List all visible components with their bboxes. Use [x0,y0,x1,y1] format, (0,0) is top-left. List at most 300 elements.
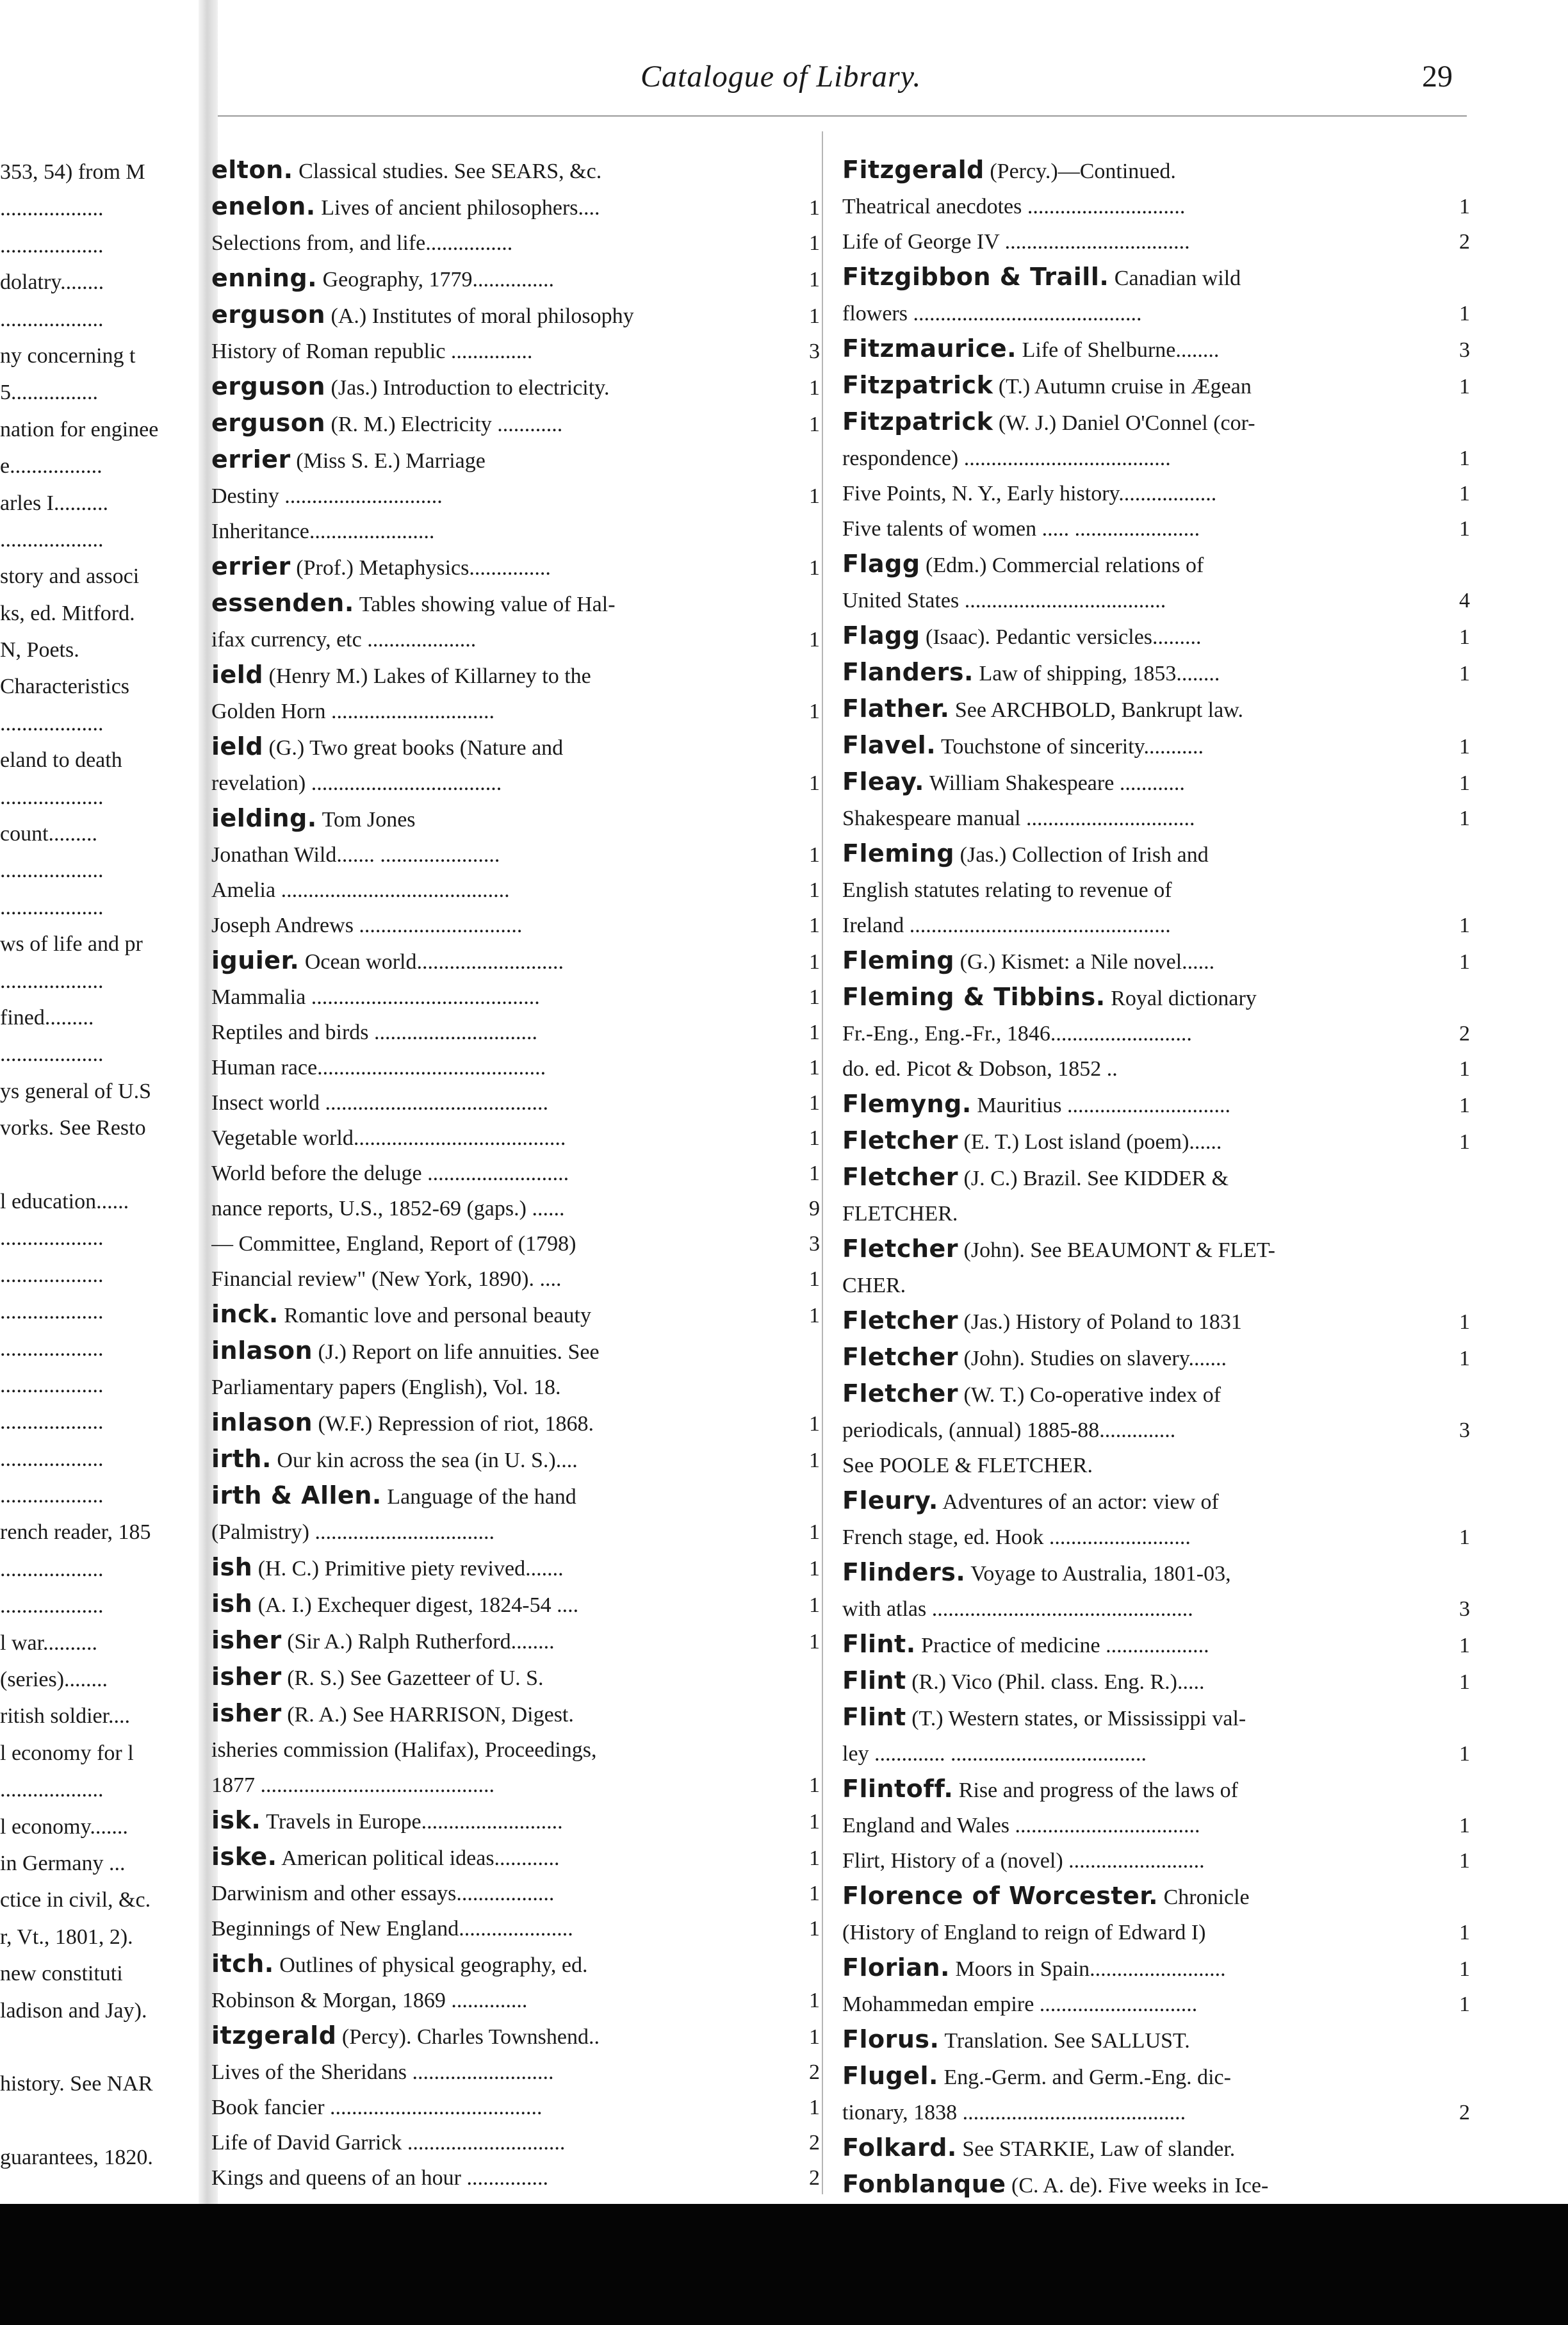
entry-text [842,1843,1432,1878]
catalogue-entry [211,586,820,622]
entry-title: Lives of ancient philosophers.... [321,196,600,220]
catalogue-entry [211,1333,820,1370]
strip-line: in Germany ... [0,1851,126,1875]
entry-title: Amelia .......................................... [211,878,510,902]
entry-title: (W. T.) Co-operative index of [963,1383,1221,1407]
volume-count: 1 [809,1449,820,1472]
catalogue-entry [842,331,1470,368]
catalogue-entry [842,2095,1470,2130]
strip-line: fined......... [0,1005,94,1030]
entry-text [842,1376,1432,1413]
catalogue-entry [842,2022,1470,2058]
entry-heading: Flint. [842,1630,916,1658]
entry-text [211,226,781,261]
volume-count: 1 [1459,375,1470,398]
entry-text [842,1915,1432,1950]
volume-count: 1 [809,1630,820,1654]
entry-heading: iske. [211,1843,277,1871]
catalogue-entry [211,479,820,514]
entry-heading: Folkard. [842,2133,957,2162]
strip-line: ................... [0,1447,104,1471]
header-rule [218,115,1467,117]
entry-heading: Flanders. [842,658,974,686]
entry-heading: Florus. [842,2025,940,2053]
catalogue-entry [211,1515,820,1550]
entry-heading: ielding. [211,804,317,832]
entry-text [842,2095,1432,2130]
catalogue-entry [842,836,1470,873]
entry-title: (T.) Autumn cruise in Ægean [998,375,1252,398]
catalogue-entry [211,694,820,729]
entry-heading: enning. [211,264,318,292]
entry-text [842,2058,1432,2095]
catalogue-entry [842,908,1470,943]
strip-line: ................... [0,895,104,919]
entry-heading: Flemyng. [842,1090,972,1118]
entry-heading: iguier. [211,946,300,974]
entry-title: (R. A.) See HARRISON, Digest. [287,1703,574,1727]
entry-title: Mohammedan empire ............................. [842,1992,1198,2016]
catalogue-entry [211,549,820,586]
entry-text [842,691,1432,728]
volume-count: 1 [1459,195,1470,218]
entry-text [211,1191,781,1226]
catalogue-entry [211,1946,820,1983]
volume-count: 1 [1459,735,1470,759]
catalogue-entry [842,1448,1470,1483]
entry-text [842,511,1432,546]
entry-heading: isher [211,1626,282,1654]
entry-text [211,837,781,873]
page-number: 29 [1422,60,1453,94]
entry-title: Inheritance....................... [211,520,435,543]
strip-line: ................... [0,1778,104,1802]
entry-title: Chronicle [1163,1885,1250,1909]
entry-text [211,1586,781,1623]
catalogue-entry [211,2055,820,2090]
entry-text [211,1015,781,1050]
entry-title: Life of Shelburne........ [1022,338,1220,362]
entry-title: William Shakespeare ............ [929,771,1185,795]
entry-text [211,549,781,586]
entry-text [211,1768,781,1803]
entry-title: Tom Jones [322,808,416,832]
volume-count: 1 [809,376,820,400]
catalogue-entry [842,764,1470,801]
entry-title: Life of George IV .................................. [842,230,1190,254]
entry-title: — Committee, England, Report of (1798) [211,1232,576,1256]
volume-count: 1 [809,700,820,723]
catalogue-entry [842,224,1470,259]
volume-count: 1 [809,413,820,436]
entry-text [842,368,1432,404]
catalogue-entry [211,1478,820,1515]
entry-title: Five Points, N. Y., Early history.................. [842,482,1217,505]
entry-title: (Jas.) Collection of Irish and [960,843,1209,867]
volume-count: 1 [1459,1130,1470,1154]
volume-count: 1 [1459,1670,1470,1694]
entry-heading: Flagg [842,550,920,578]
entry-text [842,1771,1432,1808]
strip-line: Characteristics [0,675,130,699]
entry-text [842,655,1432,691]
volume-count: 1 [809,1304,820,1327]
entry-title: Insect world ......................................... [211,1091,549,1115]
entry-title: Classical studies. See SEARS, &c. [298,160,602,183]
entry-title: (Isaac). Pedantic versicles......... [926,625,1202,649]
volume-count: 1 [809,231,820,255]
entry-heading: Fitzgerald [842,156,984,184]
entry-title: tionary, 1838 ......................................... [842,2101,1186,2124]
volume-count: 1 [1459,447,1470,470]
catalogue-entry [842,1231,1470,1268]
entry-text [211,2160,781,2196]
entry-title: (Miss S. E.) Marriage [296,449,486,473]
catalogue-entry [842,691,1470,728]
entry-title: periodicals, (annual) 1885-88.............. [842,1418,1176,1442]
entry-text [211,1261,781,1297]
catalogue-entry [842,546,1470,583]
volume-count: 1 [1459,302,1470,325]
strip-line: guarantees, 1820. [0,2146,153,2170]
catalogue-entry [211,943,820,980]
entry-text [842,1123,1432,1160]
catalogue-entry [842,1736,1470,1771]
entry-title: Canadian wild [1114,267,1241,290]
catalogue-entry [211,1297,820,1333]
entry-title: Ireland ................................................ [842,914,1171,937]
entry-heading: isher [211,1663,282,1691]
entry-heading: Flavel. [842,731,936,759]
entry-heading: Fitzgibbon & Traill. [842,263,1109,291]
strip-line: r, Vt., 1801, 2). [0,1925,133,1949]
strip-line: ................... [0,785,104,809]
catalogue-entry [842,259,1470,296]
entry-heading: ield [211,661,264,689]
catalogue-entry [211,152,820,189]
entry-text [842,1555,1432,1591]
volume-count: 1 [809,2096,820,2119]
entry-heading: ish [211,1590,253,1618]
strip-line: ctice in civil, &c. [0,1888,151,1912]
entry-text [842,1340,1432,1376]
strip-line: ................... [0,711,104,735]
volume-count: 3 [1459,1597,1470,1621]
catalogue-entry [842,152,1470,189]
catalogue-entry [211,873,820,908]
entry-title: World before the deluge .......................... [211,1162,569,1185]
entry-title: ley ............. .................................... [842,1742,1147,1766]
volume-count: 2 [1459,2101,1470,2124]
entry-title: Our kin across the sea (in U. S.).... [277,1449,578,1472]
entry-heading: erguson [211,300,326,329]
entry-text [842,1303,1432,1340]
entry-title: Outlines of physical geography, ed. [279,1953,588,1977]
entry-text [211,980,781,1015]
entry-heading: elton. [211,156,293,184]
entry-text [842,2130,1432,2167]
entry-text [211,729,781,766]
entry-heading: Florian. [842,1953,950,1982]
strip-line: ................... [0,1484,104,1508]
entry-text [211,1623,781,1659]
entry-heading: Fleming [842,839,955,867]
catalogue-entry [211,801,820,837]
entry-text [842,1448,1432,1483]
entry-heading: Fitzpatrick [842,407,993,436]
entry-text [211,2055,781,2090]
entry-text [842,1950,1432,1987]
entry-title: Golden Horn .............................. [211,700,494,723]
entry-text [211,1442,781,1478]
entry-text [842,980,1432,1016]
strip-line: ................... [0,1336,104,1361]
entry-title: Romantic love and personal beauty [284,1304,591,1327]
entry-title: Destiny ............................. [211,484,443,508]
entry-text [211,1050,781,1085]
entry-heading: Flinders. [842,1558,966,1586]
entry-text [842,2167,1432,2203]
volume-count: 1 [809,1557,820,1581]
entry-title: Financial review" (New York, 1890). .... [211,1267,562,1291]
catalogue-entry [842,189,1470,224]
entry-heading: itch. [211,1950,274,1978]
entry-text [211,1550,781,1586]
volume-count: 2 [809,2131,820,2155]
entry-text [211,1478,781,1515]
entry-title: Practice of medicine ................... [921,1634,1209,1657]
volume-count: 1 [809,1056,820,1080]
entry-heading: Flintoff. [842,1775,954,1803]
volume-count: 4 [1459,589,1470,612]
entry-title: Travels in Europe.......................... [266,1810,563,1834]
entry-text [211,943,781,980]
scan-bottom-edge [0,2204,1568,2325]
entry-text [211,801,781,837]
entry-text [842,728,1432,764]
strip-line: count......... [0,822,98,846]
catalogue-entry [842,1160,1470,1196]
entry-text [211,1297,781,1333]
strip-line: ks, ed. Mitford. [0,601,135,625]
catalogue-entry [842,2058,1470,2095]
strip-line: dolatry........ [0,270,104,295]
strip-line: ................... [0,969,104,993]
entry-title: (Jas.) History of Poland to 1831 [963,1310,1242,1334]
catalogue-entry [211,514,820,549]
catalogue-entry [842,2167,1470,2203]
entry-title: Rise and progress of the laws of [958,1779,1239,1802]
entry-title: Language of the hand [387,1485,576,1509]
catalogue-entry [842,873,1470,908]
volume-count: 1 [809,1412,820,1436]
entry-title: FLETCHER. [842,1202,958,1226]
strip-line: ladison and Jay). [0,1998,147,2023]
entry-heading: Flint [842,1666,906,1695]
entry-title: Joseph Andrews .............................. [211,914,523,937]
entry-heading: itzgerald [211,2021,337,2050]
entry-title: (J. C.) Brazil. See KIDDER & [963,1167,1229,1190]
catalogue-entry [211,766,820,801]
catalogue-entry [211,1696,820,1732]
entry-text [842,1483,1432,1520]
entry-text [842,1808,1432,1843]
entry-text [211,1803,781,1839]
volume-count: 2 [1459,1022,1470,1046]
catalogue-entry [842,1771,1470,1808]
catalogue-entry [211,1370,820,1405]
catalogue-entry [842,368,1470,404]
entry-title: Reptiles and birds .............................. [211,1021,538,1044]
catalogue-entry [211,2160,820,2196]
catalogue-entry [211,1405,820,1442]
entry-title: (Edm.) Commercial relations of [926,554,1204,577]
volume-count: 1 [809,628,820,652]
strip-line: ................... [0,1300,104,1324]
catalogue-entry [211,2125,820,2160]
entry-title: Shakespeare manual ............................... [842,807,1195,830]
volume-count: 1 [1459,662,1470,686]
entry-title: Darwinism and other essays.................. [211,1882,555,1905]
entry-heading: Fletcher [842,1306,959,1335]
entry-text [842,152,1432,189]
volume-count: 1 [1459,807,1470,830]
catalogue-entry [211,1015,820,1050]
strip-line: l war.......... [0,1631,98,1655]
entry-title: Lives of the Sheridans .......................... [211,2060,554,2084]
entry-text [842,1878,1432,1915]
volume-count: 1 [1459,1849,1470,1873]
entry-heading: ield [211,732,264,760]
catalogue-entry [842,1413,1470,1448]
entry-heading: Fleming & Tibbins. [842,983,1106,1011]
catalogue-entry [842,1627,1470,1663]
entry-title: United States ..................................... [842,589,1166,612]
volume-count: 1 [1459,1525,1470,1549]
entry-text [211,369,781,406]
catalogue-entry [211,442,820,479]
volume-count: 1 [1459,482,1470,505]
entry-text [842,296,1432,331]
entry-title: Vegetable world....................................... [211,1126,566,1150]
strip-line: ................... [0,1263,104,1287]
entry-text [211,1839,781,1876]
entry-text [211,1085,781,1121]
entry-heading: Fleay. [842,768,924,796]
volume-count: 1 [809,1021,820,1044]
entry-heading: essenden. [211,589,354,617]
entry-title: Touchstone of sincerity........... [941,735,1204,759]
entry-text [842,1591,1432,1627]
volume-count: 1 [1459,625,1470,649]
entry-text [842,583,1432,618]
catalogue-entry [211,1911,820,1946]
entry-heading: Florence of Worcester. [842,1882,1159,1910]
entry-heading: Fletcher [842,1235,959,1263]
catalogue-entry [842,1303,1470,1340]
strip-line: story and associ [0,564,140,589]
catalogue-entry [211,837,820,873]
strip-line: new constituti [0,1962,123,1986]
entry-text [211,586,781,622]
catalogue-entry [211,2090,820,2125]
entry-title: Beginnings of New England..................... [211,1917,573,1941]
entry-text [211,908,781,943]
catalogue-entry [211,369,820,406]
volume-count: 1 [1459,1310,1470,1334]
entry-text [842,836,1432,873]
strip-line: ritish soldier.... [0,1704,131,1729]
entry-heading: Flugel. [842,2062,938,2090]
catalogue-entry [842,1591,1470,1627]
entry-text [211,442,781,479]
entry-title: 1877 ........................................... [211,1773,494,1797]
entry-text [842,1663,1432,1700]
entry-title: Selections from, and life................ [211,231,513,255]
catalogue-entry [842,404,1470,441]
entry-title: revelation) ................................... [211,771,502,795]
entry-title: Law of shipping, 1853........ [979,662,1220,686]
volume-count: 1 [809,556,820,580]
volume-count: 1 [1459,950,1470,974]
volume-count: 9 [809,1197,820,1220]
strip-line: ys general of U.S [0,1079,152,1103]
entry-title: (A. I.) Exchequer digest, 1824-54 .... [257,1593,579,1617]
volume-count: 1 [809,878,820,902]
catalogue-entry [842,2130,1470,2167]
catalogue-entry [842,1051,1470,1087]
entry-text [842,908,1432,943]
catalogue-entry [211,2018,820,2055]
entry-heading: inlason [211,1408,313,1436]
strip-line [0,2103,211,2139]
volume-count: 1 [1459,1957,1470,1981]
catalogue-entry [842,476,1470,511]
entry-heading: Fletcher [842,1126,959,1154]
entry-text [211,1983,781,2018]
catalogue-entry [211,334,820,369]
entry-title: CHER. [842,1274,906,1297]
catalogue-entry [211,657,820,694]
entry-title: isheries commission (Halifax), Proceedings, [211,1738,597,1762]
volume-count: 3 [809,1232,820,1256]
catalogue-entry [211,406,820,442]
entry-title: Theatrical anecdotes ............................. [842,195,1186,218]
entry-heading: Flather. [842,694,950,723]
catalogue-entry [842,943,1470,980]
catalogue-entry [842,1843,1470,1878]
catalogue-entry [842,655,1470,691]
catalogue-entry [211,1659,820,1696]
entry-heading: isk. [211,1806,261,1834]
entry-text [211,479,781,514]
entry-title: Royal dictionary [1111,987,1257,1010]
catalogue-entry [211,1732,820,1768]
volume-count: 1 [1459,914,1470,937]
entry-heading: Fleming [842,946,955,974]
volume-count: 3 [1459,1418,1470,1442]
strip-line [0,1147,211,1183]
entry-text [842,259,1432,296]
entry-text [842,1987,1432,2022]
strip-line: nation for enginee [0,417,159,441]
catalogue-entry [842,728,1470,764]
volume-count: 1 [1459,1634,1470,1657]
entry-heading: erguson [211,372,326,400]
volume-count: 1 [809,1162,820,1185]
catalogue-entry [211,1586,820,1623]
catalogue-entry [211,1876,820,1911]
